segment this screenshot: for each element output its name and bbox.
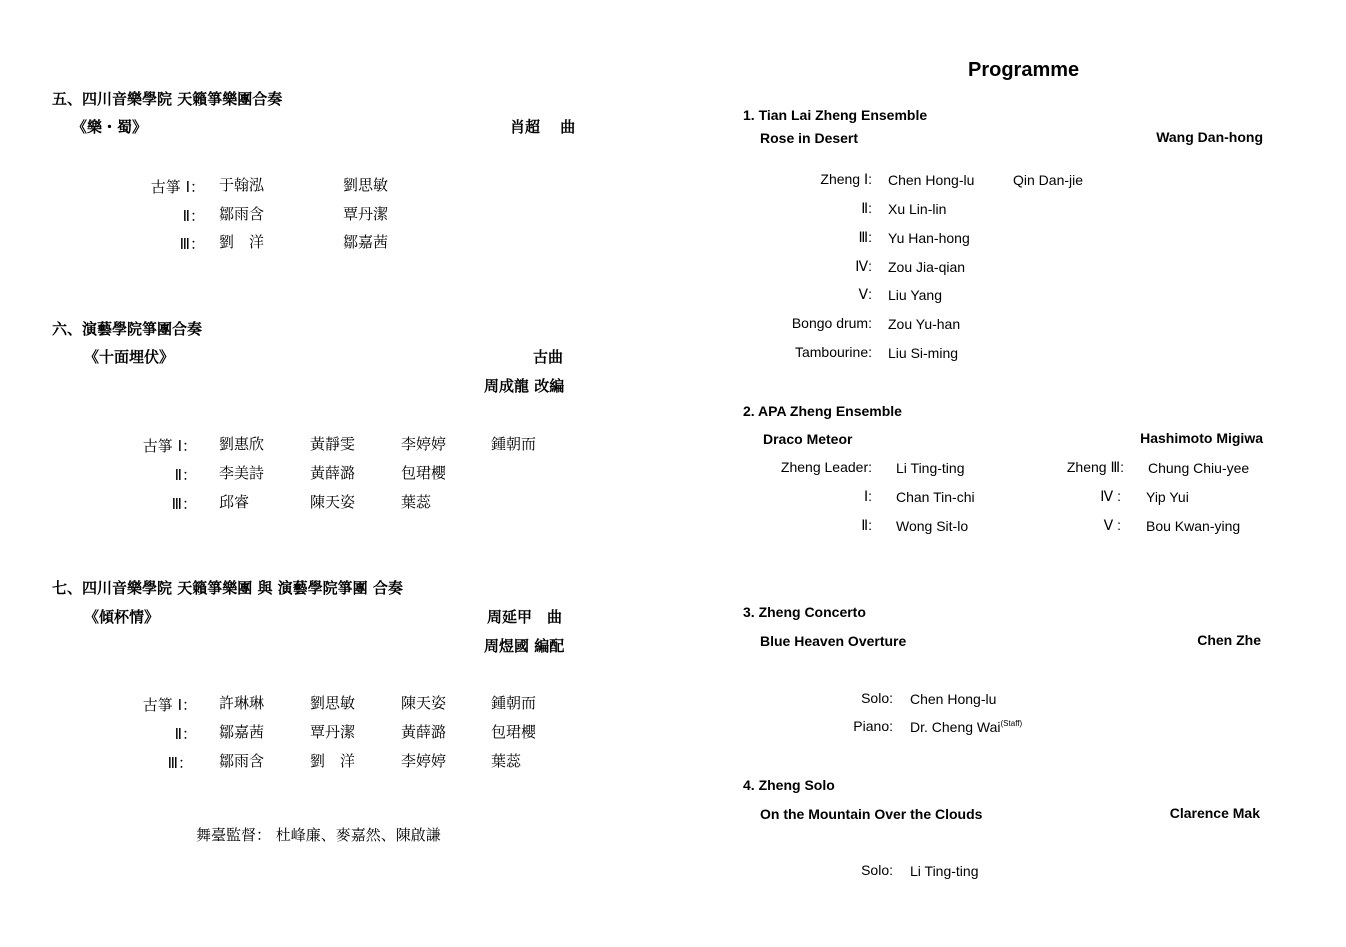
item1-row7-label: Tambourine: [794,344,872,360]
item2-right-row2-name: Yip Yui [1146,489,1189,505]
item6-row2-name3: 包珺櫻 [401,464,447,482]
item2-left-row3-name: Wong Sit-lo [896,518,969,534]
item7-row2-label: Ⅱ： [174,725,197,743]
item6-row1-name3: 李婷婷 [401,435,447,453]
item7-piece: 《傾杯情》 [84,608,160,626]
item5-row1-name2: 劉思敏 [343,176,389,194]
item6-row2-name1: 李美詩 [219,464,265,482]
item5-row2-name1: 鄒雨含 [219,205,265,223]
item2-right-row2-label: Ⅳ : [1100,488,1121,504]
item1-row3-label: Ⅲ: [858,229,872,245]
item4-solo-name: Li Ting-ting [910,863,979,879]
item5-row3-label: Ⅲ： [179,235,205,253]
item1-row2-name1: Xu Lin-lin [888,201,947,217]
item2-heading: 2. APA Zheng Ensemble [743,403,902,419]
item5-row3-name2: 鄒嘉茜 [343,233,389,251]
item2-piece: Draco Meteor [763,431,853,447]
item1-row5-name1: Liu Yang [888,287,942,303]
item6-row1-name1: 劉惠欣 [219,435,265,453]
item1-heading: 1. Tian Lai Zheng Ensemble [743,107,928,123]
item7-heading: 七、四川音樂學院 天籟箏樂團 與 演藝學院箏團 合奏 [52,579,403,597]
item7-row3-name4: 葉蕊 [491,752,522,770]
item6-row1-label: 古箏 Ⅰ： [142,437,197,455]
item7-row1-name3: 陳天姿 [401,694,447,712]
item7-arranger: 周煜國 編配 [484,637,565,655]
item3-piano-note: (Staff) [1000,719,1023,728]
item1-row1-name1: Chen Hong-lu [888,172,975,188]
item7-row2-name2: 覃丹潔 [310,723,356,741]
item6-composer: 古曲 [533,348,564,366]
item7-row1-name1: 許琳琳 [219,694,265,712]
item5-composer: 肖超 曲 [510,118,576,136]
programme-title: Programme [968,59,1080,81]
item2-left-row1-name: Li Ting-ting [896,460,965,476]
item6-row1-name2: 黃靜雯 [310,435,356,453]
item5-piece: 《樂・蜀》 [72,118,148,136]
item1-row2-label: Ⅱ: [861,200,872,216]
item7-row1-name2: 劉思敏 [310,694,356,712]
item1-row7-name1: Liu Si-ming [888,345,959,361]
item3-piece: Blue Heaven Overture [760,633,907,649]
item7-row2-name4: 包珺櫻 [491,723,537,741]
item1-piece: Rose in Desert [760,130,859,146]
item1-row1-name2: Qin Dan-jie [1013,172,1084,188]
item2-right-row3-label: Ⅴ : [1103,517,1121,533]
item2-right-row3-name: Bou Kwan-ying [1146,518,1241,534]
item2-left-row2-label: Ⅰ: [863,488,872,504]
item3-composer: Chen Zhe [1197,632,1261,648]
item6-row3-name2: 陳天姿 [310,493,356,511]
item5-row1-label: 古箏 Ⅰ： [150,178,205,196]
item2-left-row1-label: Zheng Leader: [780,459,872,475]
item6-row1-name4: 鍾朝而 [491,435,537,453]
item7-row3-name1: 鄒雨含 [219,752,265,770]
item5-row2-name2: 覃丹潔 [343,205,389,223]
item7-row2-name1: 鄒嘉茜 [219,723,265,741]
item4-heading: 4. Zheng Solo [743,777,835,793]
item3-solo-label: Solo: [861,690,893,706]
item6-row3-label: Ⅲ： [171,495,197,513]
item6-row3-name3: 葉蕊 [401,493,432,511]
item4-piece: On the Mountain Over the Clouds [760,806,983,822]
item2-right-row1-name: Chung Chiu-yee [1148,460,1250,476]
item7-row3-name2: 劉 洋 [310,752,356,770]
item2-composer: Hashimoto Migiwa [1140,430,1263,446]
item3-piano-name: Dr. Cheng Wai [910,719,1001,735]
item6-arranger: 周成龍 改編 [484,377,565,395]
item7-row1-name4: 鍾朝而 [491,694,537,712]
item6-piece: 《十面埋伏》 [84,348,175,366]
item7-row3-name3: 李婷婷 [401,752,447,770]
item4-composer: Clarence Mak [1169,805,1260,821]
stage-manager: 舞臺監督： 杜峰廉、麥嘉然、陳啟謙 [196,826,441,844]
item3-piano-entry [910,718,1022,736]
item2-left-row3-label: Ⅱ: [861,517,872,533]
item6-row2-name2: 黃薛潞 [310,464,356,482]
item2-left-row2-name: Chan Tin-chi [896,489,975,505]
item1-row4-label: Ⅳ: [855,258,872,274]
item1-row1-label: Zheng Ⅰ: [820,171,872,187]
item1-row6-name1: Zou Yu-han [888,316,961,332]
item7-composer: 周延甲 曲 [487,608,563,626]
item6-row3-name1: 邱睿 [219,493,250,511]
item5-row3-name1: 劉 洋 [219,233,265,251]
item7-row1-label: 古箏 Ⅰ： [142,696,197,714]
item1-composer: Wang Dan-hong [1156,129,1263,145]
item1-row6-label: Bongo drum: [791,315,872,331]
item5-heading: 五、四川音樂學院 天籟箏樂團合奏 [52,90,283,108]
item1-row3-name1: Yu Han-hong [888,230,970,246]
item3-piano-label: Piano: [853,718,893,734]
item4-solo-label: Solo: [861,862,893,878]
item3-solo-name: Chen Hong-lu [910,691,997,707]
item1-row5-label: Ⅴ: [858,286,872,302]
item6-heading: 六、演藝學院箏團合奏 [52,320,203,338]
item1-row4-name1: Zou Jia-qian [888,259,966,275]
item6-row2-label: Ⅱ： [174,466,197,484]
item7-row2-name3: 黃薛潞 [401,723,447,741]
item3-heading: 3. Zheng Concerto [743,604,866,620]
item5-row2-label: Ⅱ： [182,207,205,225]
item5-row1-name1: 于翰泓 [219,176,265,194]
item2-right-row1-label: Zheng Ⅲ: [1066,459,1124,475]
item7-row3-label: Ⅲ： [167,754,193,772]
